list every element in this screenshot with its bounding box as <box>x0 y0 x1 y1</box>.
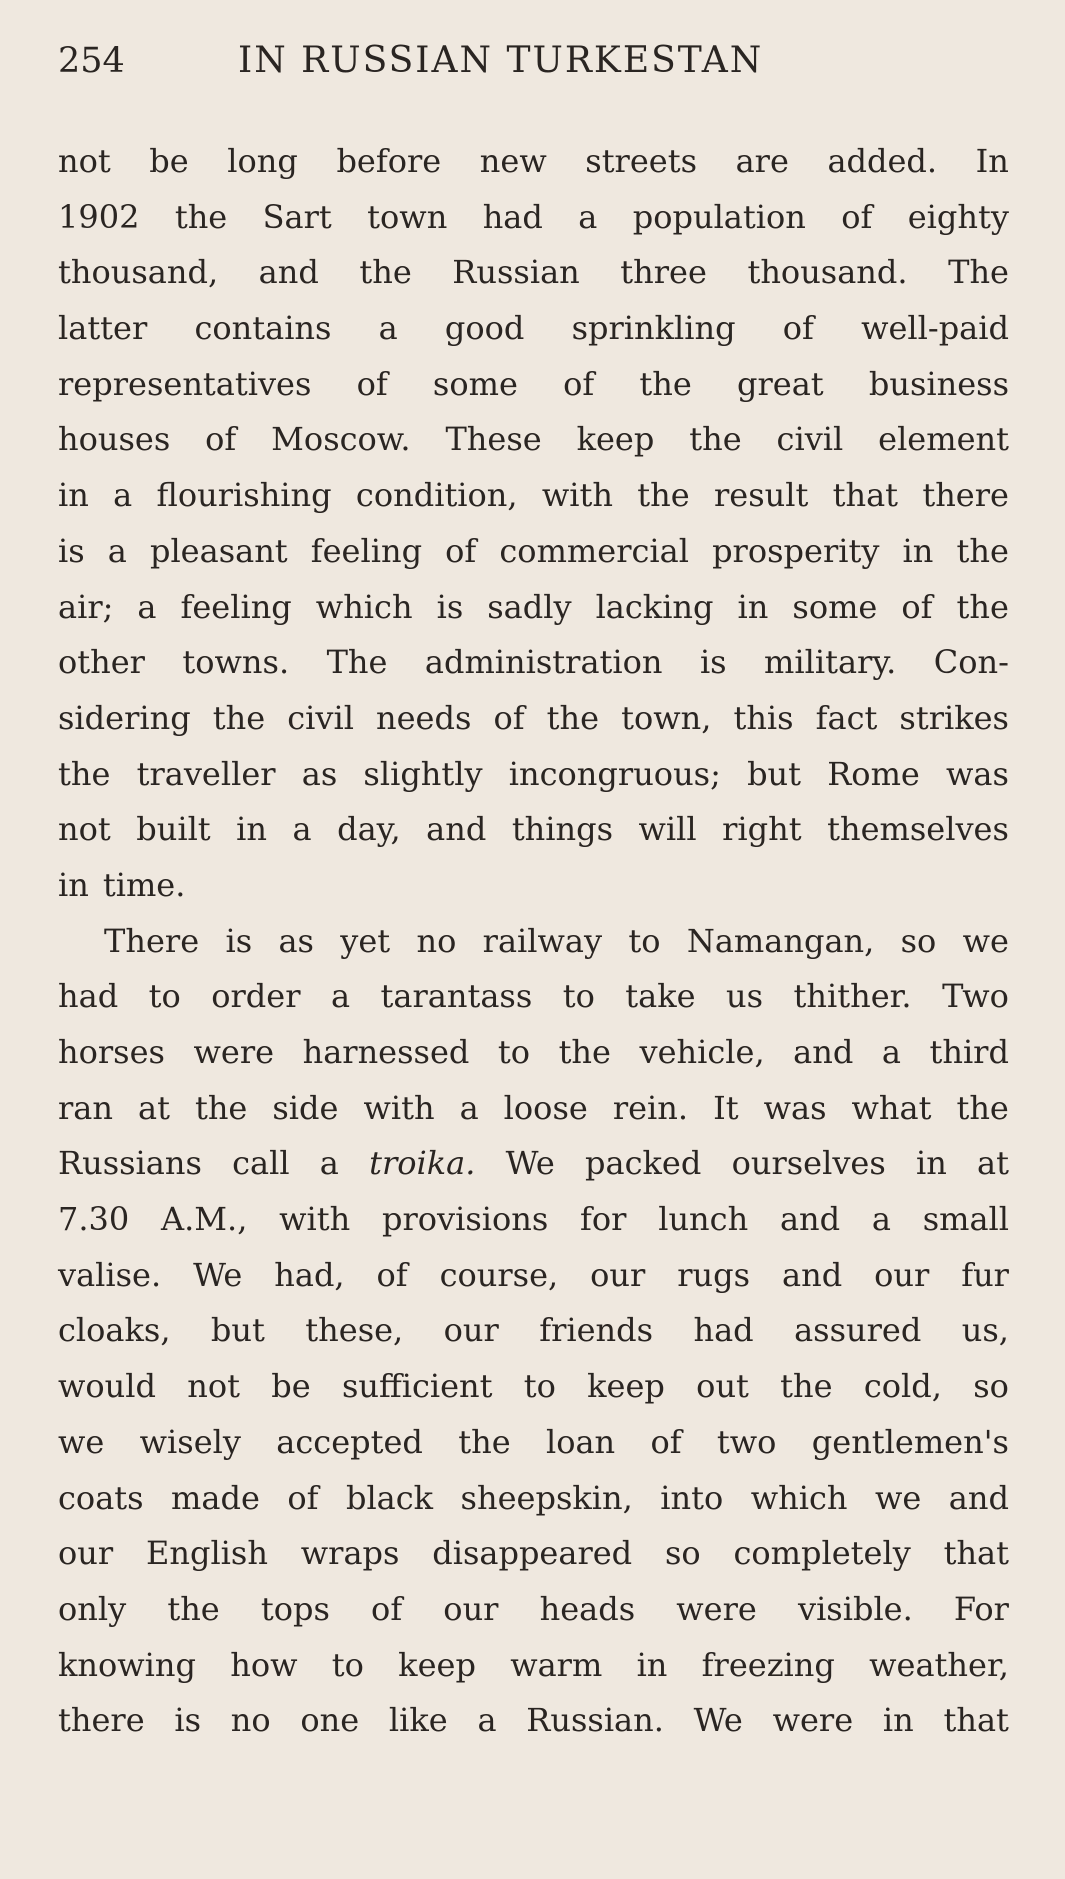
word: great <box>737 364 824 403</box>
word: of <box>356 364 388 403</box>
word: heads <box>539 1589 636 1628</box>
text-line <box>58 1582 1009 1638</box>
word: towns. <box>182 643 290 682</box>
word: needs <box>376 698 472 737</box>
word: military. <box>764 643 897 682</box>
word: us <box>726 977 764 1016</box>
word: representatives <box>58 364 312 403</box>
word: out <box>696 1367 749 1406</box>
text-line <box>58 1638 1009 1694</box>
word: cold, <box>863 1367 942 1406</box>
text-line <box>58 691 1009 747</box>
word: there <box>922 476 1009 515</box>
word: 7.30 <box>58 1200 130 1239</box>
word: is <box>225 921 253 960</box>
word: thither. <box>793 977 912 1016</box>
word: these, <box>305 1311 404 1350</box>
word: but <box>210 1311 265 1350</box>
word: us, <box>961 1311 1009 1350</box>
word: and <box>782 1255 843 1294</box>
word: had, <box>274 1255 345 1294</box>
word: a <box>378 309 398 348</box>
word: we <box>962 921 1009 960</box>
word: would <box>58 1367 156 1406</box>
word: fur <box>961 1255 1009 1294</box>
word: keep <box>576 420 655 459</box>
word: our <box>58 1534 114 1573</box>
word: the <box>174 197 228 236</box>
word: time. <box>102 865 186 904</box>
word: no <box>416 921 457 960</box>
word: in <box>236 810 267 849</box>
word: ran <box>58 1088 113 1127</box>
word: Rome <box>827 754 920 793</box>
word: a <box>459 1088 479 1127</box>
word: keep <box>398 1645 476 1684</box>
word: provisions <box>381 1200 549 1239</box>
word: flourishing <box>156 476 332 515</box>
word: knowing <box>58 1645 196 1684</box>
word: as <box>301 754 338 793</box>
word: the <box>194 1088 248 1127</box>
word: that <box>832 476 899 515</box>
word: streets <box>585 142 697 180</box>
word: cloaks, <box>58 1311 171 1350</box>
word: themselves <box>827 810 1009 849</box>
word: The <box>326 643 388 682</box>
word: the <box>458 1422 511 1461</box>
word: what <box>851 1088 932 1127</box>
word: some <box>792 587 878 626</box>
word: we <box>58 1422 105 1461</box>
word: are <box>735 142 789 180</box>
word: before <box>336 142 442 180</box>
word: not <box>58 142 111 180</box>
word: was <box>946 754 1009 793</box>
word: A.M., <box>161 1200 248 1239</box>
page-number: 254 <box>58 41 125 81</box>
word: with <box>279 1200 351 1239</box>
word: had <box>693 1311 754 1350</box>
word: at <box>138 1088 170 1127</box>
word: built <box>136 810 211 849</box>
word: Con- <box>933 643 1009 682</box>
word: of <box>782 309 814 348</box>
word: our <box>874 1255 930 1294</box>
word: in <box>636 1645 668 1684</box>
word: two <box>716 1422 777 1461</box>
text-line <box>58 1025 1009 1081</box>
text-line <box>58 357 1009 413</box>
word: like <box>388 1701 448 1740</box>
word: we <box>874 1478 922 1517</box>
word: with <box>541 476 613 515</box>
word: side <box>272 1088 339 1127</box>
running-head <box>58 40 1009 96</box>
text-line <box>58 969 1009 1025</box>
text-line <box>58 245 1009 301</box>
word: condition, <box>355 476 518 515</box>
word: tarantass <box>380 977 533 1016</box>
word: gentlemen's <box>811 1422 1009 1461</box>
text-line <box>58 1192 1009 1248</box>
word: the <box>212 698 266 737</box>
word: rugs <box>677 1255 751 1294</box>
word: latter <box>58 309 148 348</box>
word: take <box>625 977 696 1016</box>
word: and <box>426 810 487 849</box>
word: our <box>443 1589 499 1628</box>
word: sheepskin, <box>460 1478 633 1517</box>
word: assured <box>794 1311 922 1350</box>
word: and <box>793 1033 854 1071</box>
word: It <box>713 1088 739 1127</box>
word: incongruous; <box>508 754 721 793</box>
word: We <box>193 1255 243 1294</box>
word: the <box>780 1367 833 1406</box>
word: the <box>167 1589 220 1628</box>
word: population <box>632 197 806 236</box>
word: town, <box>621 698 712 737</box>
text-line <box>58 1526 1009 1582</box>
word: feeling <box>180 587 292 626</box>
word: into <box>660 1478 724 1517</box>
word: our <box>590 1255 646 1294</box>
word: coats <box>58 1478 144 1517</box>
word: rein. <box>612 1088 689 1127</box>
word: that <box>943 1534 1009 1573</box>
word: For <box>953 1589 1009 1628</box>
word: fact <box>815 698 878 737</box>
word: as <box>278 921 314 960</box>
word: loose <box>503 1088 588 1127</box>
word: slightly <box>363 754 483 793</box>
word: the <box>558 1033 611 1071</box>
word: of <box>493 698 525 737</box>
word: English <box>145 1534 268 1573</box>
word: not <box>58 810 111 849</box>
word: the <box>956 1088 1009 1127</box>
word: town <box>367 197 448 236</box>
word: to <box>562 977 595 1016</box>
word: course, <box>439 1255 559 1294</box>
word: a <box>330 977 351 1016</box>
word: the <box>639 364 692 403</box>
word: These <box>445 420 542 459</box>
word: freezing <box>701 1645 835 1684</box>
word: friends <box>539 1311 654 1350</box>
word: the <box>956 587 1009 626</box>
word: sprinkling <box>571 309 736 348</box>
text-line <box>58 524 1009 580</box>
word: traveller <box>136 754 276 793</box>
word: only <box>58 1589 127 1628</box>
word: made <box>171 1478 260 1517</box>
word: had <box>482 197 543 236</box>
word: the <box>359 253 412 292</box>
word: is <box>174 1701 202 1740</box>
word: of <box>371 1589 403 1628</box>
word: to <box>331 1645 364 1684</box>
word: packed <box>585 1144 702 1183</box>
word: contains <box>194 309 332 348</box>
text-line <box>58 468 1009 524</box>
word: not <box>187 1367 240 1406</box>
text-line <box>58 635 1009 691</box>
word: a <box>319 1144 339 1183</box>
word: in <box>882 1701 914 1740</box>
text-line <box>58 1081 1009 1137</box>
word: a <box>292 810 312 849</box>
word: pleasant <box>149 531 288 570</box>
word: the <box>956 531 1009 570</box>
word: We <box>505 1144 555 1183</box>
word: troika. <box>369 1144 476 1183</box>
word: eighty <box>907 197 1009 236</box>
body-text <box>58 134 1009 1749</box>
word: so <box>664 1534 701 1573</box>
word: element <box>878 420 1009 459</box>
word: of <box>445 531 477 570</box>
word: to <box>628 921 661 960</box>
word: sufficient <box>341 1367 493 1406</box>
word: warm <box>510 1645 603 1684</box>
word: vehicle, <box>639 1033 765 1071</box>
word: and <box>948 1478 1009 1517</box>
word: is <box>58 531 85 570</box>
running-title: IN RUSSIAN TURKESTAN <box>238 40 764 81</box>
text-line <box>58 1471 1009 1527</box>
word: be <box>271 1367 311 1406</box>
word: 1902 <box>58 197 140 236</box>
word: accepted <box>276 1422 423 1461</box>
word: and <box>779 1200 841 1239</box>
word: added. <box>827 142 938 180</box>
word: thousand. <box>747 253 908 292</box>
text-line <box>58 802 1009 858</box>
word: be <box>149 142 189 180</box>
word: third <box>929 1033 1009 1071</box>
word: wraps <box>300 1534 400 1573</box>
word: the <box>689 420 742 459</box>
word: visible. <box>797 1589 913 1628</box>
word: administration <box>424 643 663 682</box>
word: sadly <box>487 587 572 626</box>
word: Sart <box>262 197 332 236</box>
text-line <box>58 1303 1009 1359</box>
word: disappeared <box>432 1534 633 1573</box>
word: to <box>523 1367 556 1406</box>
word: some <box>432 364 518 403</box>
text-line <box>58 1693 1009 1749</box>
word: air; <box>58 587 114 626</box>
word: had <box>58 977 119 1016</box>
word: In <box>975 142 1009 180</box>
word: things <box>511 810 614 849</box>
word: were <box>676 1589 757 1628</box>
word: good <box>444 309 525 348</box>
word: to <box>148 977 181 1016</box>
word: in <box>915 1144 947 1183</box>
word: at <box>977 1144 1009 1183</box>
word: small <box>922 1200 1009 1239</box>
word: a <box>477 1701 497 1740</box>
word: commercial <box>499 531 689 570</box>
text-line <box>58 747 1009 803</box>
word: were <box>772 1701 854 1740</box>
word: the <box>58 754 111 793</box>
word: well-paid <box>861 309 1009 348</box>
word: is <box>436 587 464 626</box>
text-line <box>58 1415 1009 1471</box>
text-line <box>58 1359 1009 1415</box>
word: weather, <box>869 1645 1009 1684</box>
word: for <box>580 1200 627 1239</box>
word: harnessed <box>302 1033 470 1071</box>
word: wisely <box>139 1422 241 1461</box>
word: one <box>300 1701 360 1740</box>
word: horses <box>58 1033 165 1071</box>
word: lunch <box>658 1200 749 1239</box>
word: our <box>443 1311 499 1350</box>
word: of <box>841 197 873 236</box>
word: call <box>232 1144 290 1183</box>
word: keep <box>587 1367 665 1406</box>
word: a <box>113 476 133 515</box>
word: strikes <box>899 698 1009 737</box>
word: that <box>943 1701 1009 1740</box>
word: result <box>713 476 809 515</box>
word: of <box>650 1422 682 1461</box>
text-line <box>58 580 1009 636</box>
word: there <box>58 1701 145 1740</box>
word: We <box>693 1701 743 1740</box>
word: in <box>902 531 934 570</box>
word: of <box>205 420 237 459</box>
text-line <box>58 914 1009 970</box>
word: Russian. <box>526 1701 664 1740</box>
word: The <box>948 253 1009 292</box>
word: day, <box>337 810 401 849</box>
text-line <box>58 412 1009 468</box>
word: will <box>638 810 697 849</box>
text-line <box>58 1248 1009 1304</box>
word: right <box>722 810 802 849</box>
word: a <box>881 1033 901 1071</box>
text-line <box>58 134 1009 190</box>
word: and <box>258 253 319 292</box>
word: of <box>563 364 595 403</box>
word: a <box>137 587 157 626</box>
text-line <box>58 301 1009 357</box>
word: no <box>230 1701 271 1740</box>
word: Two <box>942 977 1009 1016</box>
word: thousand, <box>58 253 219 292</box>
word: of <box>901 587 933 626</box>
text-line <box>58 190 1009 246</box>
word: a <box>871 1200 891 1239</box>
word: but <box>747 754 802 793</box>
word: sidering <box>58 698 191 737</box>
word: in <box>737 587 769 626</box>
word: Moscow. <box>271 420 411 459</box>
word: to <box>497 1033 531 1071</box>
text-line <box>58 858 1009 914</box>
word: civil <box>776 420 844 459</box>
word: in <box>58 476 89 515</box>
word: this <box>733 698 794 737</box>
text-line <box>58 1136 1009 1192</box>
word: a <box>107 531 127 570</box>
word: the <box>637 476 690 515</box>
word: business <box>868 364 1009 403</box>
word: how <box>230 1645 298 1684</box>
word: ourselves <box>731 1144 886 1183</box>
word: which <box>750 1478 848 1517</box>
word: Russians <box>58 1144 202 1183</box>
word: of <box>376 1255 408 1294</box>
word: completely <box>733 1534 911 1573</box>
word: new <box>479 142 547 180</box>
word: so <box>900 921 937 960</box>
word: feeling <box>310 531 423 570</box>
word: There <box>104 921 200 960</box>
word: which <box>315 587 413 626</box>
word: order <box>211 977 301 1016</box>
word: tops <box>260 1589 330 1628</box>
word: was <box>763 1088 827 1127</box>
word: were <box>193 1033 275 1071</box>
word: loan <box>545 1422 616 1461</box>
word: long <box>227 142 298 180</box>
word: prosperity <box>712 531 880 570</box>
word: valise. <box>58 1255 162 1294</box>
word: black <box>345 1478 434 1517</box>
word: in <box>58 865 89 904</box>
word: railway <box>482 921 603 960</box>
word: so <box>973 1367 1009 1406</box>
word: civil <box>287 698 354 737</box>
word: houses <box>58 420 171 459</box>
word: is <box>699 643 727 682</box>
word: Russian <box>452 253 580 292</box>
word: of <box>287 1478 319 1517</box>
word: with <box>363 1088 435 1127</box>
word: three <box>620 253 707 292</box>
word: the <box>546 698 600 737</box>
word: Namangan, <box>686 921 875 960</box>
word: a <box>578 197 598 236</box>
word: lacking <box>595 587 714 626</box>
word: other <box>58 643 145 682</box>
word: yet <box>340 921 391 960</box>
